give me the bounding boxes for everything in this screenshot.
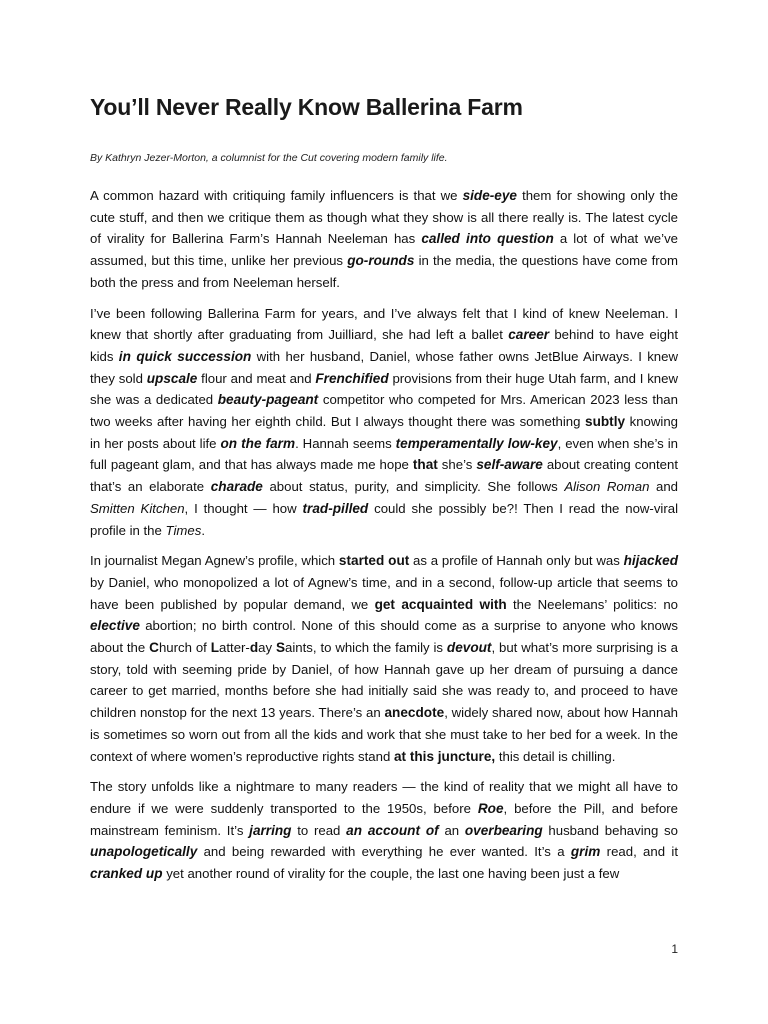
emphasized-term: S [275, 640, 286, 656]
body-paragraph [90, 550, 678, 767]
text-run: husband behaving so [542, 822, 678, 838]
text-run: she’s [437, 457, 477, 473]
text-run: . Hannah seems [295, 435, 396, 451]
emphasized-term: that [412, 457, 438, 473]
text-run: , even when she’s in full pageant glam, and that has always made me hope [90, 435, 678, 473]
emphasized-term: d [249, 640, 259, 656]
text-run: ay [258, 640, 276, 656]
text-run: behind to have eight kids [90, 327, 678, 364]
text-run: with her husband, Daniel, whose father owns JetBlue Airways. I knew they sold [90, 348, 678, 386]
text-run: in the media, the questions have come from both the press and from Neeleman herself. [90, 253, 678, 290]
emphasized-term: anecdote [384, 705, 445, 721]
emphasized-term: on the farm [220, 435, 296, 451]
text-run: , before the Pill, and before mainstream feminism. It’s [90, 800, 678, 838]
text-run: about status, purity, and simplicity. She follows [262, 479, 565, 495]
emphasized-term: side-eye [462, 188, 517, 203]
text-run: provisions from their huge Utah farm, and I knew she was a dedicated [90, 370, 678, 408]
emphasized-term: upscale [146, 370, 198, 386]
text-run: , widely shared now, about how Hannah is sometimes so worn out from all the kids and work that she must take to her bed for a week. In the context of where women’s reproductive rights stand [90, 705, 678, 764]
emphasized-term: trad-pilled [302, 500, 369, 516]
emphasized-term: C [149, 640, 159, 656]
byline: By Kathryn Jezer-Morton, a columnist for the Cut covering modern family life. [90, 152, 448, 164]
text-run: I’ve been following Ballerina Farm for years, and I’ve always felt that I kind of knew Neeleman. I knew that shortly after graduating from Juilliard, she had left a ballet [90, 305, 678, 343]
text-run: competitor who competed for Mrs. American 2023 less than two weeks after having her eighth child. But I always thought there was something [90, 392, 678, 430]
emphasized-term: L [210, 640, 220, 656]
italic-title: Smitten Kitchen [90, 500, 185, 516]
emphasized-term: started out [338, 553, 410, 569]
text-run: an [438, 822, 465, 838]
text-run: and [649, 479, 679, 495]
text-run: as a profile of Hannah only but was [409, 553, 624, 569]
text-run: flour and meat and [197, 370, 316, 386]
emphasized-term: subtly [585, 414, 626, 430]
text-run: knowing in her posts about life [90, 414, 678, 451]
emphasized-term: career [508, 327, 550, 343]
text-run: abortion; no birth control. None of this should come as a surprise to anyone who knows about the [90, 618, 678, 656]
text-run: to read [291, 822, 347, 838]
emphasized-term: in quick succession [118, 348, 252, 364]
text-run: A common hazard with critiquing family influencers is that we [90, 188, 463, 203]
article-body [90, 185, 678, 894]
text-run: hurch of [158, 640, 211, 656]
text-run: In journalist Megan Agnew’s profile, which [90, 553, 339, 569]
text-run: atter- [219, 640, 250, 656]
text-run: The story unfolds like a nightmare to many readers — the kind of reality that we might all have to endure if we were suddenly transported to the 1950s, before [90, 779, 678, 816]
italic-title: Times [165, 522, 202, 538]
emphasized-term: self-aware [476, 457, 543, 473]
text-run: yet another round of virality for the couple, the last one having been just a few [162, 866, 620, 882]
text-run: by Daniel, who monopolized a lot of Agnew’s time, and in a second, follow-up article that seems to have been published by popular demand, we [90, 574, 678, 612]
body-paragraph [90, 185, 678, 294]
emphasized-term: Frenchified [315, 370, 389, 386]
text-run: and being rewarded with everything he ever wanted. It’s a [197, 844, 571, 860]
emphasized-term: get acquainted with [374, 596, 507, 612]
page-number: 1 [671, 942, 678, 956]
text-run: , I thought — how [184, 500, 303, 516]
body-paragraph [90, 303, 678, 542]
text-run: about creating content that’s an elaborate [90, 457, 678, 495]
emphasized-term: charade [210, 479, 263, 495]
emphasized-term: grim [570, 844, 601, 860]
emphasized-term: cranked up [90, 866, 163, 882]
emphasized-term: Roe [477, 800, 504, 816]
article-title: You’ll Never Really Know Ballerina Farm [90, 94, 523, 120]
emphasized-term: elective [90, 618, 140, 634]
emphasized-term: jarring [249, 822, 292, 838]
text-run: , but what’s more surprising is a story, told with seeming pride by Daniel, of how Hannah gave up her dream of pursuing a dance career to get married, months before she had initially said she was ready to, and proceed to have children nonstop for the next 13 years. There’s an [90, 640, 678, 721]
text-run: a lot of what we’ve assumed, but this time, unlike her previous [90, 231, 679, 269]
emphasized-term: devout [446, 640, 492, 656]
text-run: them for showing only the cute stuff, and then we critique them as though what they show is all there really is. The latest cycle of virality for Ballerina Farm’s Hannah Neeleman has [90, 188, 678, 247]
emphasized-term: beauty-pageant [217, 392, 319, 408]
text-run: aints, to which the family is [285, 640, 447, 656]
italic-title: Alison Roman [564, 479, 650, 495]
emphasized-term: at this juncture, [393, 748, 496, 764]
emphasized-term: unapologetically [90, 844, 198, 860]
emphasized-term: go-rounds [347, 253, 415, 269]
text-run: the Neelemans’ politics: no [506, 596, 679, 612]
body-paragraph [90, 776, 678, 885]
emphasized-term: temperamentally low-key [395, 435, 558, 451]
text-run: this detail is chilling. [495, 748, 616, 764]
text-run: read, and it [600, 844, 678, 860]
emphasized-term: hijacked [623, 553, 678, 569]
text-run: could she possibly be?! Then I read the now-viral profile in the [90, 500, 678, 538]
emphasized-term: overbearing [464, 822, 543, 838]
emphasized-term: an account of [346, 822, 439, 838]
text-run: . [201, 522, 205, 538]
emphasized-term: called into question [421, 231, 554, 247]
